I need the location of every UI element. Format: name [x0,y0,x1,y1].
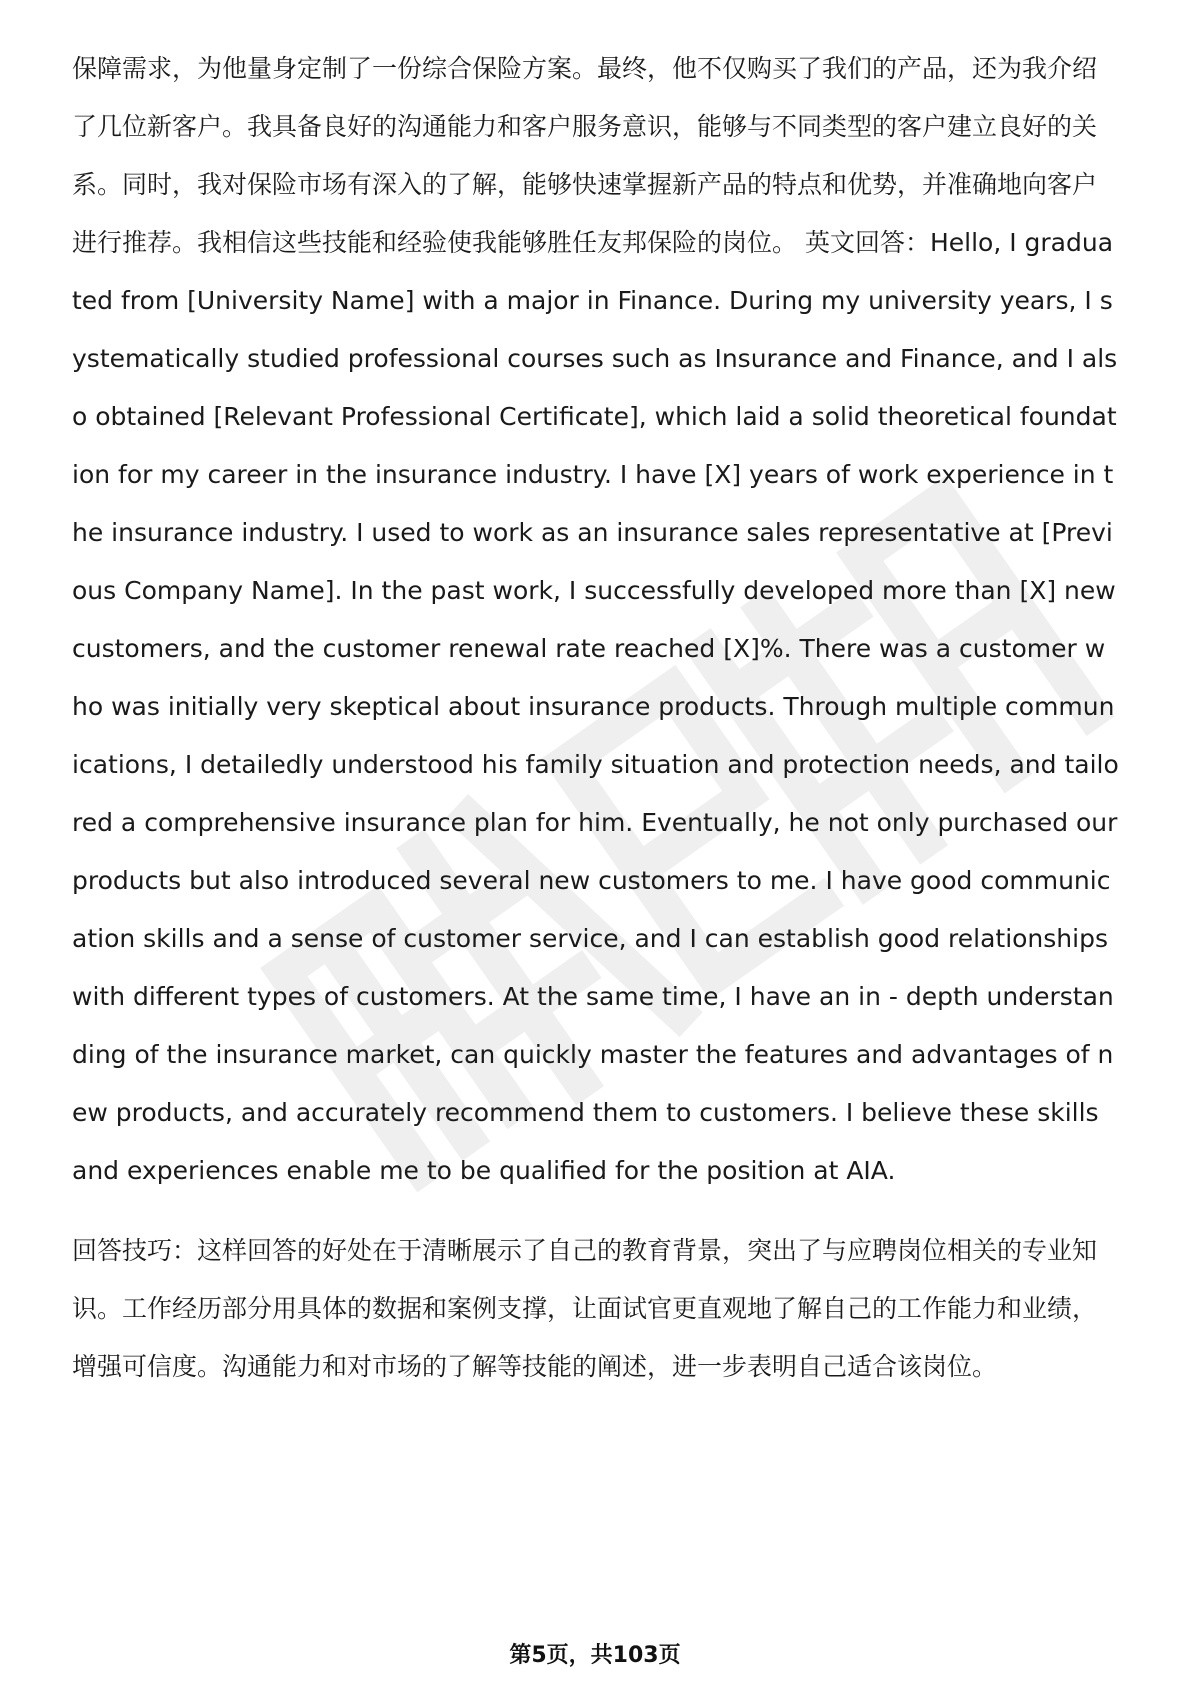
tips-paragraph: 回答技巧：这样回答的好处在于清晰展示了自己的教育背景，突出了与应聘岗位相关的专业知识。工作经历部分用具体的数据和案例支撑，让面试官更直观地了解自己的工作能力和业绩，增强可信度。沟通能力和对市场的了解等技能的阐述，进一步表明自己适合该岗位。 [72,1236,1098,1381]
answer-paragraph: 保障需求，为他量身定制了一份综合保险方案。最终，他不仅购买了我们的产品，还为我介绍了几位新客户。我具备良好的沟通能力和客户服务意识，能够与不同类型的客户建立良好的关系。同时，我对保险市场有深入的了解，能够快速掌握新产品的特点和优势，并准确地向客户进行推荐。我相信这些技能和经验使我能够胜任友邦保险的岗位。 英文回答：Hello, I graduated from [University Name] with a major in Finance. During my university years, I systematically studied professional courses such as Insurance and Finance, and I also obtained [Relevant Professional Certificate], which laid a solid theoretical foundation for my career in the insurance industry. I have [X] years of work experience in the insurance industry. I used to work as an insurance sales representative at [Previous Company Name]. In the past work, I successfully developed more than [X] new customers, and the customer renewal rate reached [X]%. There was a customer who was initially very skeptical about insurance products. Through multiple communications, I detailedly understood his family situation and protection needs, and tailored a comprehensive insurance plan for him. Eventually, he not only purchased our products but also introduced several new customers to me. I have good communication skills and a sense of customer service, and I can establish good relationships with different types of customers. At the same time, I have an in - depth understanding of the insurance market, can quickly master the features and advantages of new products, and accurately recommend them to customers. I believe these skills and experiences enable me to be qualified for the position at AIA. [72,54,1119,1185]
page-number: 第5页，共103页 [509,1643,681,1668]
document-body [72,40,1120,1396]
